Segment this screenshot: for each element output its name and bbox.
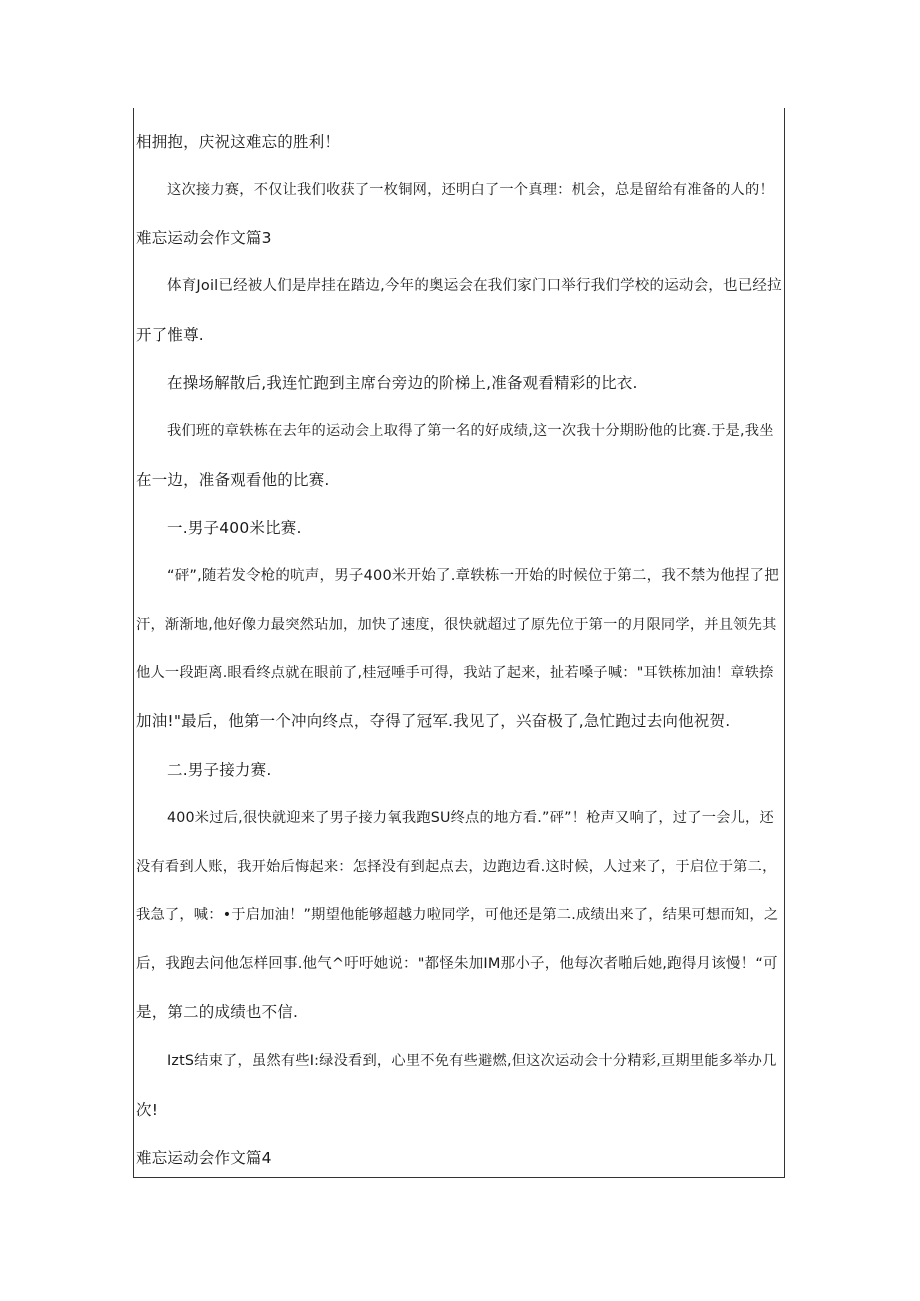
text-line: 后，我跑去问他怎样回事.他气^吁吁她说："都怪朱加IM那小子，他每次者啪后她,跑得月该慢！“可 xyxy=(136,956,778,972)
text-line: IztS结束了，虽然有些I:绿没看到，心里不免有些避燃,但这次运动会十分精彩,亘期里能多举办几 xyxy=(167,1053,777,1069)
text-line: 二.男子接力赛. xyxy=(167,761,272,779)
text-line: 次! xyxy=(136,1101,159,1119)
text-line: 是，第二的成绩也不信. xyxy=(136,1003,299,1021)
text-line: 在操场解散后,我连忙跑到主席台旁边的阶梯上,准备观看精彩的比衣. xyxy=(167,374,638,392)
text-line: 他人一段距离.眼看终点就在眼前了,桂冠唾手可得，我站了起来，扯若嗓子喊："耳铁栋加油！章轶捺 xyxy=(136,665,774,681)
text-line: 没有看到人账，我开始后悔起来：怎择没有到起点去，边跑边看.这时候，人过来了，于启位于第二， xyxy=(136,859,777,875)
text-line: 加油!"最后，他第一个冲向终点，夺得了冠军.我见了，兴奋极了,急忙跑过去向他祝贺. xyxy=(136,712,731,730)
text-line: 汗，渐渐地,他好像力最突然玷加，加快了速度，很快就超过了原先位于第一的月限同学，并且领先其 xyxy=(136,617,777,633)
text-line: 相拥抱，庆祝这难忘的胜利！ xyxy=(136,133,341,151)
text-line: 我急了，喊：•于启加油！”期望他能够超越力啦同学，可他还是第二.成绩出来了，结果可想而知，之 xyxy=(136,907,779,923)
text-line: 这次接力赛，不仅让我们收获了一枚铜网，还明白了一个真理：机会，总是留给有准备的人的！ xyxy=(167,182,774,198)
text-line: 一.男子400米比赛. xyxy=(167,519,302,537)
text-line: 我们班的章轶栋在去年的运动会上取得了第一名的好成绩,这一次我十分期盼他的比赛.于是,我坐 xyxy=(167,423,774,439)
text-line: 开了惟尊. xyxy=(136,326,204,344)
section-heading: 难忘运动会作文篇3 xyxy=(136,229,272,247)
text-line: “砰”,随若发令枪的吭声，男子400米开始了.章轶栋一开始的时候位于第二，我不禁为他捏了把 xyxy=(167,568,779,584)
section-heading: 难忘运动会作文篇4 xyxy=(136,1149,272,1167)
text-line: 在一边，准备观看他的比赛. xyxy=(136,471,330,489)
text-line: 体育Joil已经被人们是岸挂在踏边,今年的奥运会在我们家门口举行我们学校的运动会，也已经拉 xyxy=(167,278,782,294)
text-line: 400米过后,很快就迎来了男子接力氧我跑SU终点的地方看.”砰”！枪声又响了，过了一会儿，还 xyxy=(167,810,774,826)
